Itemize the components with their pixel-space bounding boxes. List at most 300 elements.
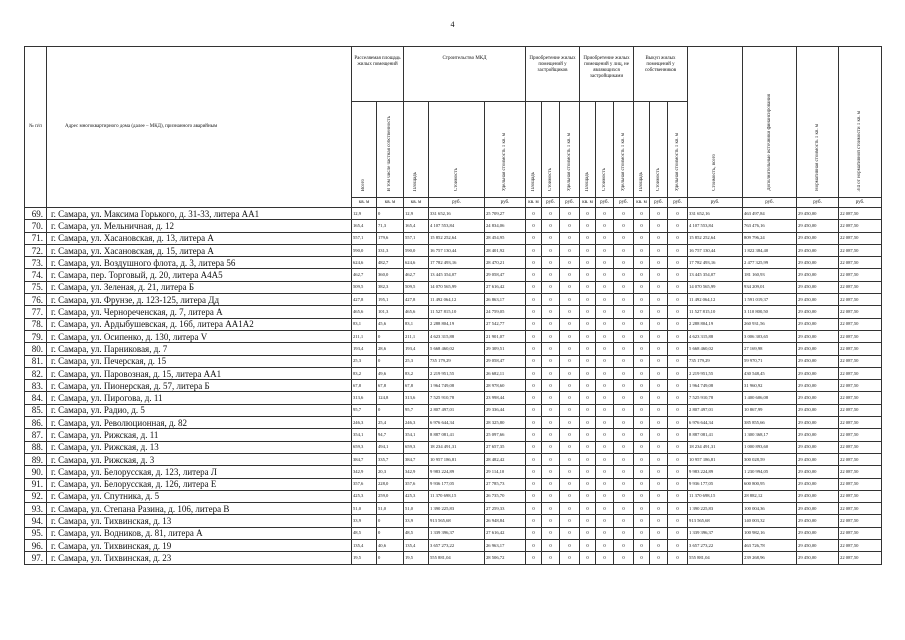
row-cell: 0	[634, 220, 650, 232]
row-cell: 22 087,50	[839, 367, 882, 379]
row-cell: 22 087,50	[839, 404, 882, 416]
row-number: 87.	[25, 429, 47, 441]
row-cell: 0	[596, 515, 614, 527]
row-cell: 9 983 224,89	[429, 466, 485, 478]
row-cell: 0	[542, 232, 560, 244]
row-cell: 0	[614, 527, 634, 539]
row-cell: 0	[560, 490, 580, 502]
row-cell: 0	[542, 244, 560, 256]
row-cell: 809 796,24	[743, 232, 797, 244]
row-cell: 22 087,50	[839, 380, 882, 392]
row-cell: 95,7	[352, 404, 377, 416]
row-cell: 0	[614, 330, 634, 342]
row-cell: 29 114,10	[485, 466, 526, 478]
row-cell: 0	[668, 466, 688, 478]
page-number: 4	[450, 20, 455, 29]
row-cell: 29 450,00	[797, 478, 839, 490]
row-cell: 31 960,92	[743, 380, 797, 392]
row-cell: 22 087,50	[839, 417, 882, 429]
row-cell: 27 785,73	[485, 478, 526, 490]
row-cell: 590,0	[404, 244, 429, 256]
row-cell: 0	[560, 552, 580, 564]
row-cell: 0	[560, 503, 580, 515]
row-cell: 100 004,36	[743, 503, 797, 515]
row-cell: 0	[614, 380, 634, 392]
table-row	[25, 355, 882, 367]
row-cell: 11 527 815,10	[688, 306, 743, 318]
row-cell: 9 936 177,05	[688, 478, 743, 490]
row-cell: 659,3	[404, 441, 429, 453]
row-cell: 135,4	[404, 540, 429, 552]
row-cell: 735 179,29	[429, 355, 485, 367]
row-cell: 7 525 910,78	[429, 392, 485, 404]
row-cell: 28,6	[377, 343, 404, 355]
row-cell: 2 288 804,19	[429, 318, 485, 330]
row-cell: 48,5	[352, 527, 377, 539]
row-cell: 22 087,50	[839, 441, 882, 453]
row-cell: 2 807 497,01	[688, 404, 743, 416]
row-cell: 0	[596, 478, 614, 490]
row-cell: 331 652,16	[688, 208, 743, 220]
table-row	[25, 540, 882, 552]
row-cell: 135,4	[352, 540, 377, 552]
row-cell: 26 735,70	[485, 490, 526, 502]
row-cell: 10 957 186,81	[429, 453, 485, 465]
row-cell: 71,3	[377, 220, 404, 232]
row-cell: 0	[614, 306, 634, 318]
row-cell: 0	[668, 429, 688, 441]
row-cell: 29 450,00	[797, 466, 839, 478]
row-cell: 83,1	[352, 318, 377, 330]
row-cell: 427,8	[404, 294, 429, 306]
row-cell: 0	[596, 552, 614, 564]
row-cell: 29 450,00	[797, 220, 839, 232]
row-cell: 33,9	[404, 515, 429, 527]
row-cell: 0	[614, 392, 634, 404]
row-cell: 0	[634, 453, 650, 465]
row-cell: 4 107 553,84	[429, 220, 485, 232]
row-number: 79.	[25, 330, 47, 342]
row-cell: 0	[614, 294, 634, 306]
row-cell: 0	[596, 355, 614, 367]
unit-rub: руб.	[485, 198, 526, 208]
row-cell: 0	[596, 269, 614, 281]
row-cell: 94,7	[377, 429, 404, 441]
row-address: г. Самара, ул. Хасановская, д. 15, литера А	[47, 244, 352, 256]
row-cell: 462,7	[352, 269, 377, 281]
row-cell: 29 450,00	[797, 269, 839, 281]
row-cell: 140 003,32	[743, 515, 797, 527]
row-cell: 0	[560, 257, 580, 269]
col-header-buyout-unit-cost: Удельная стоимость 1 кв. м	[668, 102, 688, 198]
row-cell: 331,3	[377, 244, 404, 256]
row-cell: 0	[560, 281, 580, 293]
row-cell: 29 450,00	[797, 527, 839, 539]
row-cell: 33,9	[352, 515, 377, 527]
row-cell: 0	[668, 208, 688, 220]
row-cell: 12,9	[404, 208, 429, 220]
row-cell: 0	[560, 330, 580, 342]
row-cell: 0	[634, 244, 650, 256]
row-address: г. Самара, ул. Воздушного флота, д. 3, литера 56	[47, 257, 352, 269]
row-cell: 557,1	[404, 232, 429, 244]
row-cell: 0	[580, 269, 596, 281]
table-row	[25, 404, 882, 416]
row-cell: 0	[668, 367, 688, 379]
row-cell: 0	[650, 429, 668, 441]
row-cell: 0	[560, 220, 580, 232]
row-cell: 494,1	[377, 441, 404, 453]
row-cell: 0	[634, 392, 650, 404]
row-cell: 11 370 698,15	[429, 490, 485, 502]
row-cell: 0	[526, 540, 542, 552]
table-row	[25, 294, 882, 306]
row-cell: 0	[596, 404, 614, 416]
row-cell: 18 234 491,31	[429, 441, 485, 453]
row-cell: 19,5	[352, 552, 377, 564]
unit-rub: руб.	[668, 198, 688, 208]
row-cell: 0	[668, 490, 688, 502]
row-cell: 1 591 019,37	[743, 294, 797, 306]
row-number: 88.	[25, 441, 47, 453]
row-cell: 11 370 698,15	[688, 490, 743, 502]
row-cell: 0	[580, 355, 596, 367]
row-number: 72.	[25, 244, 47, 256]
row-cell: 19,5	[404, 552, 429, 564]
row-cell: 0	[580, 220, 596, 232]
row-number: 82.	[25, 367, 47, 379]
row-cell: 0	[650, 220, 668, 232]
row-cell: 0	[650, 392, 668, 404]
row-cell: 0	[560, 208, 580, 220]
row-cell: 0	[596, 318, 614, 330]
table-row	[25, 269, 882, 281]
row-cell: 29 450,00	[797, 355, 839, 367]
row-cell: 22 087,50	[839, 552, 882, 564]
row-cell: 0	[634, 355, 650, 367]
row-cell: 427,8	[352, 294, 377, 306]
row-cell: 354,1	[404, 429, 429, 441]
row-cell: 0	[650, 281, 668, 293]
row-cell: 0	[560, 466, 580, 478]
row-cell: 0	[542, 441, 560, 453]
row-address: г. Самара, ул. Водников, д. 81, литера А	[47, 527, 352, 539]
row-cell: 29 450,00	[797, 429, 839, 441]
row-cell: 0	[634, 478, 650, 490]
col-header-dev-area: Площадь	[526, 102, 542, 198]
row-cell: 0	[614, 244, 634, 256]
row-address: г. Самара, ул. Рижская, д. 3	[47, 453, 352, 465]
row-cell: 5 668 460,02	[688, 343, 743, 355]
row-cell: 382,3	[377, 281, 404, 293]
row-cell: 51,0	[377, 503, 404, 515]
row-cell: 465,6	[404, 306, 429, 318]
row-cell: 0	[560, 478, 580, 490]
row-cell: 0	[614, 503, 634, 515]
row-cell: 246,3	[352, 417, 377, 429]
row-address: г. Самара, ул. Тихвинская, д. 23	[47, 552, 352, 564]
row-cell: 0	[614, 478, 634, 490]
row-cell: 3 657 273,22	[429, 540, 485, 552]
row-cell: 26 682,11	[485, 367, 526, 379]
row-cell: 0	[668, 478, 688, 490]
col-header-additional-sources: Дополнительные источники финансирования	[743, 47, 797, 198]
row-cell: 12,9	[352, 208, 377, 220]
row-number: 76.	[25, 294, 47, 306]
row-number: 92.	[25, 490, 47, 502]
row-cell: 0	[614, 540, 634, 552]
row-number: 77.	[25, 306, 47, 318]
row-cell: 0	[542, 318, 560, 330]
unit-rub: руб.	[839, 198, 882, 208]
row-address: г. Самара, ул. Паровозная, д. 15, литера АА1	[47, 367, 352, 379]
row-cell: 0	[596, 330, 614, 342]
row-cell: 83,2	[404, 367, 429, 379]
row-cell: 0	[614, 355, 634, 367]
row-cell: 0	[668, 515, 688, 527]
group-header-construction: Строительство МКД	[404, 47, 526, 102]
row-cell: 16 757 130,44	[429, 244, 485, 256]
row-cell: 0	[377, 515, 404, 527]
row-cell: 0	[650, 404, 668, 416]
row-cell: 22 087,50	[839, 429, 882, 441]
row-number: 73.	[25, 257, 47, 269]
row-cell: 0	[614, 417, 634, 429]
row-cell: 67,8	[352, 380, 377, 392]
row-cell: 0	[542, 552, 560, 564]
group-header-acquisition-non-developers: Приобретение жилых помещений у лиц, не являющихся застройщиками	[580, 47, 634, 102]
row-cell: 24 834,06	[485, 220, 526, 232]
row-cell: 28 506,72	[485, 552, 526, 564]
row-cell: 0	[668, 306, 688, 318]
row-address: г. Самара, ул. Ардыбушевская, д. 16б, литера АА1А2	[47, 318, 352, 330]
row-cell: 11 492 064,12	[688, 294, 743, 306]
row-cell: 0	[580, 208, 596, 220]
row-address: г. Самара, ул. Рижская, д. 11	[47, 429, 352, 441]
group-header-buyout: Выкуп жилых помещений у собственников	[634, 47, 688, 102]
row-cell: 0	[526, 257, 542, 269]
row-number: 75.	[25, 281, 47, 293]
row-cell: 6 976 644,34	[429, 417, 485, 429]
row-cell: 2 288 804,19	[688, 318, 743, 330]
row-cell: 384,7	[352, 453, 377, 465]
row-cell: 624,6	[404, 257, 429, 269]
table-row	[25, 478, 882, 490]
row-cell: 211,1	[352, 330, 377, 342]
table-row	[25, 527, 882, 539]
row-cell: 0	[596, 441, 614, 453]
row-number: 80.	[25, 343, 47, 355]
row-cell: 0	[580, 244, 596, 256]
row-cell: 20,3	[377, 466, 404, 478]
unit-rub: руб.	[650, 198, 668, 208]
row-cell: 0	[634, 269, 650, 281]
table-row	[25, 244, 882, 256]
row-cell: 0	[560, 515, 580, 527]
row-cell: 0	[650, 269, 668, 281]
row-cell: 0	[560, 306, 580, 318]
row-cell: 29 450,00	[797, 318, 839, 330]
row-cell: 0	[542, 306, 560, 318]
row-cell: 29 450,00	[797, 257, 839, 269]
row-cell: 0	[668, 540, 688, 552]
row-cell: 0	[668, 257, 688, 269]
row-cell: 0	[668, 220, 688, 232]
row-cell: 0	[560, 269, 580, 281]
row-cell: 27 169,98	[743, 343, 797, 355]
table-row	[25, 466, 882, 478]
row-cell: 0	[596, 294, 614, 306]
resettlement-table	[24, 46, 882, 565]
row-cell: 0	[650, 330, 668, 342]
table-row	[25, 490, 882, 502]
row-cell: 2 219 951,55	[429, 367, 485, 379]
row-cell: 0	[634, 429, 650, 441]
row-cell: 0	[614, 453, 634, 465]
row-cell: 0	[614, 367, 634, 379]
row-number: 91.	[25, 478, 47, 490]
table-row	[25, 367, 882, 379]
row-cell: 0	[542, 281, 560, 293]
row-cell: 2 219 951,55	[688, 367, 743, 379]
row-cell: 0	[580, 380, 596, 392]
row-cell: 1 300 368,17	[743, 429, 797, 441]
row-cell: 0	[580, 392, 596, 404]
col-header-private: В том числе частная собственность	[377, 102, 404, 198]
row-cell: 0	[526, 355, 542, 367]
row-cell: 0	[650, 294, 668, 306]
row-cell: 0	[560, 441, 580, 453]
unit-rub: руб.	[429, 198, 485, 208]
row-cell: 0	[650, 306, 668, 318]
row-cell: 465,6	[352, 306, 377, 318]
row-cell: 27 542,77	[485, 318, 526, 330]
row-cell: 0	[596, 380, 614, 392]
row-cell: 0	[580, 540, 596, 552]
row-cell: 0	[614, 552, 634, 564]
row-cell: 331 652,16	[429, 208, 485, 220]
row-cell: 2 477 325,99	[743, 257, 797, 269]
table-row	[25, 343, 882, 355]
row-cell: 0	[614, 466, 634, 478]
row-number: 86.	[25, 417, 47, 429]
row-cell: 6 976 644,34	[688, 417, 743, 429]
row-cell: 0	[542, 343, 560, 355]
row-cell: 0	[634, 208, 650, 220]
row-cell: 193,4	[404, 343, 429, 355]
row-cell: 0	[526, 417, 542, 429]
row-address: г. Самара, ул. Спутника, д. 5	[47, 490, 352, 502]
row-cell: 463 726,78	[743, 540, 797, 552]
row-cell: 0	[650, 453, 668, 465]
row-cell: 29 450,00	[797, 208, 839, 220]
unit-sqm: кв. м	[377, 198, 404, 208]
row-cell: 0	[542, 503, 560, 515]
row-cell: 0	[668, 527, 688, 539]
row-number: 81.	[25, 355, 47, 367]
row-cell: 0	[542, 269, 560, 281]
row-cell: 0	[580, 318, 596, 330]
row-cell: 0	[650, 503, 668, 515]
row-cell: 29 450,00	[797, 540, 839, 552]
row-cell: 51,0	[352, 503, 377, 515]
row-cell: 0	[526, 208, 542, 220]
row-cell: 165,4	[404, 220, 429, 232]
row-cell: 482,7	[377, 257, 404, 269]
col-header-normative-cost: Нормативная стоимость 1 кв. м	[797, 47, 839, 198]
row-cell: 29 058,47	[485, 355, 526, 367]
row-cell: 0	[542, 404, 560, 416]
table-row	[25, 281, 882, 293]
row-cell: 100 982,16	[743, 527, 797, 539]
row-cell: 0	[650, 478, 668, 490]
row-cell: 0	[526, 318, 542, 330]
row-address: г. Самара, пер. Торговый, д. 20, литера А4А5	[47, 269, 352, 281]
row-cell: 0	[526, 466, 542, 478]
row-cell: 0	[542, 490, 560, 502]
row-cell: 0	[650, 257, 668, 269]
row-cell: 659,3	[352, 441, 377, 453]
row-cell: 0	[596, 220, 614, 232]
row-cell: 1 230 994,05	[743, 466, 797, 478]
row-cell: 83,1	[404, 318, 429, 330]
unit-rub: руб.	[542, 198, 560, 208]
row-cell: 0	[650, 441, 668, 453]
row-cell: 3 110 800,50	[743, 306, 797, 318]
row-cell: 95,7	[404, 404, 429, 416]
row-cell: 0	[526, 343, 542, 355]
row-cell: 0	[377, 355, 404, 367]
row-cell: 624,6	[352, 257, 377, 269]
row-cell: 735 179,29	[688, 355, 743, 367]
row-cell: 0	[668, 404, 688, 416]
row-cell: 934 209,01	[743, 281, 797, 293]
row-cell: 1 000 893,60	[743, 441, 797, 453]
col-header-construction-unit-cost: Удельная стоимость 1 кв. м	[485, 102, 526, 198]
row-cell: 29 450,00	[797, 515, 839, 527]
row-cell: 0	[560, 355, 580, 367]
row-cell: 22 087,50	[839, 208, 882, 220]
col-header-construction-cost: Стоимость	[429, 102, 485, 198]
row-cell: 7 525 910,78	[688, 392, 743, 404]
row-cell: 0	[542, 429, 560, 441]
row-cell: 3 657 273,22	[688, 540, 743, 552]
row-cell: 28 882,12	[743, 490, 797, 502]
row-cell: 0	[526, 404, 542, 416]
row-cell: 29 450,00	[797, 392, 839, 404]
row-cell: 0	[668, 269, 688, 281]
row-number: 90.	[25, 466, 47, 478]
row-cell: 0	[542, 330, 560, 342]
row-number: 94.	[25, 515, 47, 527]
row-cell: 0	[580, 429, 596, 441]
row-cell: 0	[580, 330, 596, 342]
table-body	[25, 208, 882, 565]
table-row	[25, 453, 882, 465]
row-cell: 23 998,44	[485, 392, 526, 404]
unit-sqm: кв. м	[526, 198, 542, 208]
row-cell: 0	[560, 294, 580, 306]
col-header-nondev-cost: Стоимость	[596, 102, 614, 198]
row-cell: 763 476,16	[743, 220, 797, 232]
row-number: 96.	[25, 540, 47, 552]
row-address: г. Самара, ул. Зеленая, д. 21, литера Б	[47, 281, 352, 293]
row-cell: 1 400 606,08	[743, 392, 797, 404]
row-cell: 0	[580, 404, 596, 416]
resettlement-table-container	[24, 46, 881, 565]
row-cell: 0	[526, 232, 542, 244]
row-cell: 29 450,00	[797, 232, 839, 244]
